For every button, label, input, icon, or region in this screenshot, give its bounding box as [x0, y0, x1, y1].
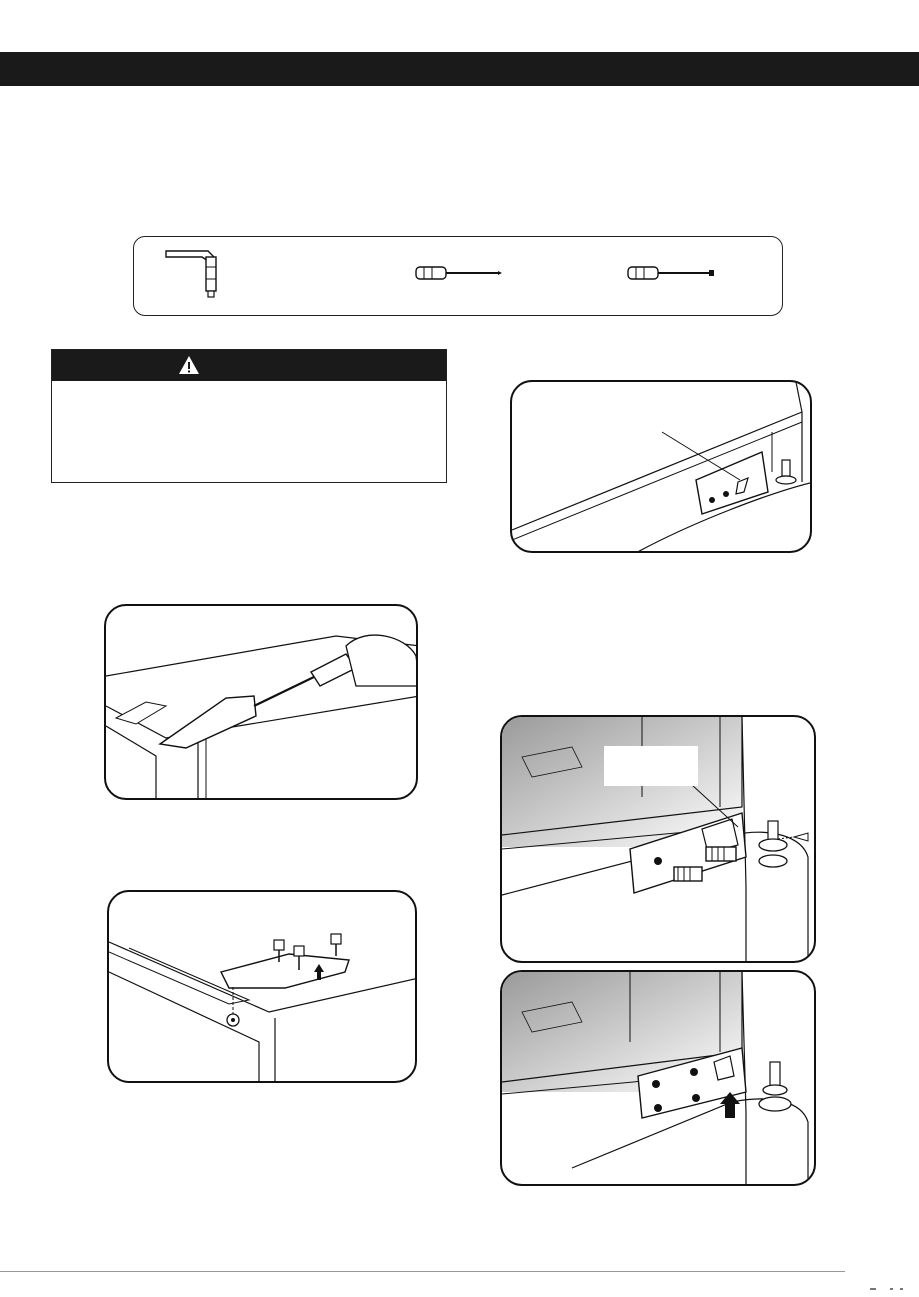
- warning-box: [51, 349, 447, 483]
- warning-header: [52, 350, 446, 381]
- hinge-cover-removal-illustration: [104, 604, 418, 800]
- phillips-screwdriver-icon: [414, 263, 504, 283]
- tools-needed-box: [133, 236, 783, 316]
- footer-mark: [870, 1288, 904, 1290]
- flat-screwdriver-icon: [626, 263, 716, 283]
- top-hinge-bolts-illustration: [107, 890, 417, 1083]
- socket-wrench-icon: [162, 243, 232, 299]
- footer-rule: [0, 1271, 845, 1272]
- section-header-bar: [0, 52, 919, 86]
- lower-hinge-closeup-illustration: [510, 380, 812, 553]
- lower-hinge-lift-illustration: [500, 970, 816, 1186]
- callout-label-box: [604, 746, 698, 786]
- warning-triangle-icon: [178, 355, 200, 375]
